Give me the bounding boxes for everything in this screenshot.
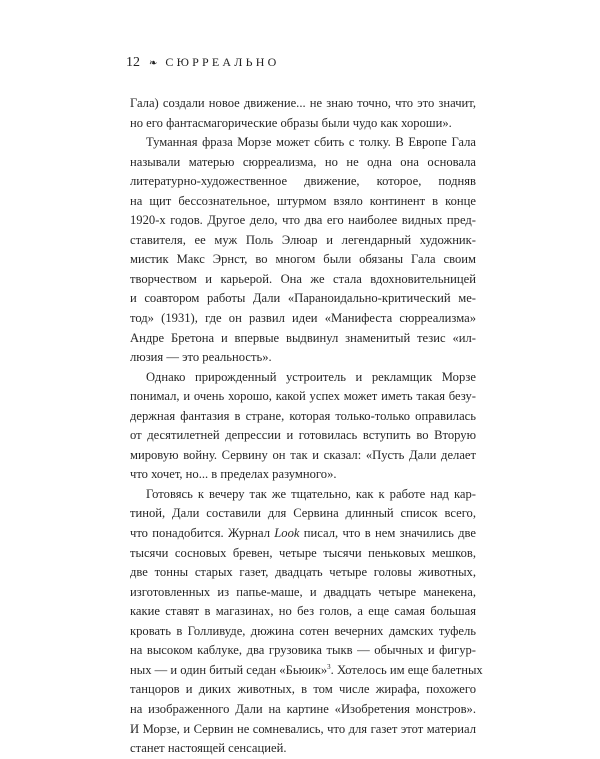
- text-line: литературно-художественное движение, которое, подняв: [130, 174, 476, 189]
- text-line: две тонны старых газет, двадцать четыре головы животных,: [130, 565, 476, 580]
- text-line: кровать в Голливуде, дюжина сотен вечерних дамских туфель: [130, 623, 476, 638]
- body-text: [130, 94, 483, 759]
- text-line: на изображенного Дали на картине «Изобретения монстров».: [130, 701, 476, 716]
- text-line: Туманная фраза Морзе может сбить с толку. В Европе Гала: [146, 135, 476, 150]
- text-line: держная фантазия в стране, которая только-только оправилась: [130, 408, 476, 423]
- text-line: тод» (1931), где он развил идеи «Манифеста сюрреализма»: [130, 311, 476, 326]
- text-line: на высоком каблуке, два грузовика тыкв — обычных и фигур-: [130, 643, 476, 658]
- text-line: люзия — это реальность».: [130, 350, 272, 365]
- text-line: называли матерью сюрреализма, но не одна она основала: [130, 154, 476, 169]
- text-line: на щит бессознательное, штурмом взяло континент в конце: [130, 193, 476, 208]
- running-head: [126, 55, 279, 71]
- text-line: от десятилетней депрессии и готовилась вступить во Вторую: [130, 428, 476, 443]
- text-line: мистик Макс Эрнст, во многом были обязаны Гала своим: [130, 252, 476, 267]
- text-line: что понадобится. Журнал Look писал, что в нем значились две: [130, 526, 477, 541]
- fleuron-ornament-icon: ❧: [149, 58, 157, 69]
- text-line-with-footnote: [130, 661, 483, 681]
- text-line: тысячи сосновых бревен, четыре тысячи пеньковых мешков,: [130, 545, 476, 560]
- text-line: Гала) создали новое движение... не знаю точно, что это значит,: [130, 96, 476, 110]
- magazine-title: Look: [274, 526, 300, 541]
- text-fragment: ных — и один битый седан «Бьюик»: [130, 662, 328, 677]
- text-line: что хочет, но... в пределах разумного».: [130, 467, 337, 482]
- page-number: 12: [126, 55, 140, 70]
- paragraph-2: [130, 133, 476, 368]
- text-line: и соавтором работы Дали «Параноидально-критический ме-: [130, 291, 476, 306]
- text-line: Готовясь к вечеру так же тщательно, как к работе над кар-: [146, 486, 476, 501]
- paragraph-3: [130, 368, 476, 485]
- text-line: творчеством и карьерой. Она же стала вдохновительницей: [130, 271, 476, 286]
- text-line: какие ставят в магазинах, но без голов, а еще самая большая: [130, 604, 476, 619]
- paragraph-4: [130, 485, 483, 759]
- footnote-reference[interactable]: 3: [327, 662, 331, 671]
- section-title: СЮРРЕАЛЬНО: [165, 55, 280, 69]
- text-line: Андре Бретона и впервые выдвинул знаменитый тезис «ил-: [130, 330, 476, 345]
- text-line: но его фантасмагорические образы были чудо как хороши».: [130, 115, 452, 130]
- text-line: изготовленных из папье-маше, и двадцать четыре манекена,: [130, 584, 476, 599]
- text-line: танцоров и диких животных, в том числе жирафа, похожего: [130, 682, 476, 697]
- text-line: И Морзе, и Сервин не сомневались, что для газет этот материал: [130, 721, 476, 736]
- text-line: ставителя, ее муж Поль Элюар и легендарный художник-: [130, 232, 476, 247]
- text-line: 1920-х годов. Другое дело, что два его наиболее видных пред-: [130, 213, 476, 228]
- text-line: тиной, Дали составили для Сервина длинный список всего,: [130, 506, 476, 521]
- text-line: понимал, и очень хорошо, какой успех может иметь такая безу-: [130, 389, 476, 404]
- paragraph-1: [130, 94, 476, 133]
- text-line: Однако прирожденный устроитель и рекламщик Морзе: [146, 369, 476, 384]
- text-line: мировую войну. Сервину он так и сказал: «Пусть Дали делает: [130, 447, 476, 462]
- text-line: станет настоящей сенсацией.: [130, 741, 287, 756]
- text-fragment: . Хотелось им еще балетных: [330, 662, 483, 677]
